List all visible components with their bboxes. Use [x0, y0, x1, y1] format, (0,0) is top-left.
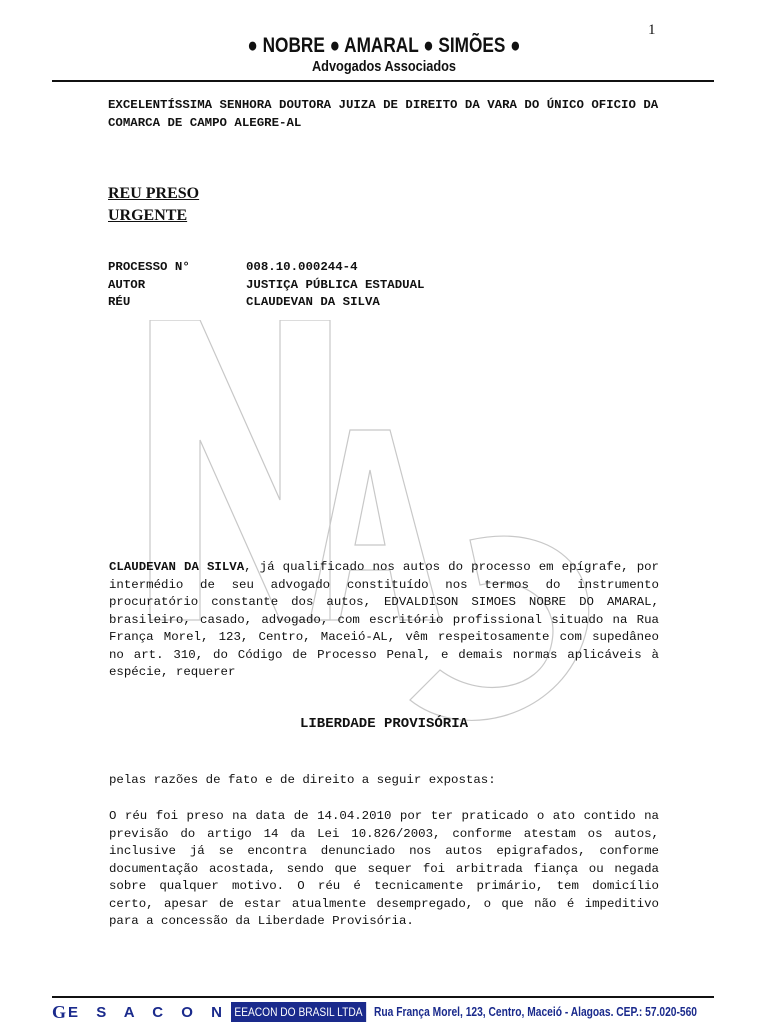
flag-urgente: URGENTE [108, 207, 188, 224]
case-info [108, 259, 424, 312]
case-row-reu [108, 294, 424, 312]
firm-name: ● NOBRE ● AMARAL ● SIMÕES ● [247, 34, 521, 57]
case-row-autor [108, 277, 424, 295]
case-value: CLAUDEVAN DA SILVA [246, 295, 380, 309]
paragraph-qualification [109, 559, 659, 682]
addressee: EXCELENTÍSSIMA SENHORA DOUTORA JUIZA DE DIREITO DA VARA DO ÚNICO OFICIO DA COMARCA DE CAMPO ALEGRE-AL [108, 98, 659, 130]
case-value: JUSTIÇA PÚBLICA ESTADUAL [246, 277, 425, 292]
footer-logo [52, 1000, 229, 1024]
firm-subtitle: Advogados Associados [311, 58, 457, 75]
footer-company-box: EEACON DO BRASIL LTDA [231, 1002, 366, 1022]
watermark-logo [140, 320, 610, 770]
footer-logo-mark: G [52, 1001, 67, 1022]
case-label: AUTOR [108, 277, 146, 292]
footer-logo-text: E S A C O N [68, 1003, 229, 1021]
paragraph-facts: O réu foi preso na data de 14.04.2010 por ter praticado o ato contido na previsão do artigo 14 da Lei 10.826/2003, conforme atestam os autos, inclusive já se encontra denunciado nos autos epigrafados, conforme documentação acostada, sendo que sequer foi arbitrada fiança ou negada sobre qualquer motivo. O réu é tecnicamente primário, tem domicílio certo, apesar de estar atualmente desempregado, o que não é impeditivo para a concessão da Liberdade Provisória. [109, 809, 659, 928]
case-label: RÉU [108, 295, 131, 309]
case-value: 008.10.000244-4 [246, 260, 358, 274]
footer-address: Rua França Morel, 123, Centro, Maceió - Alagoas. CEP.: 57.020-560 [373, 1005, 697, 1019]
defendant-name: CLAUDEVAN DA SILVA [109, 560, 245, 574]
case-flags [108, 183, 199, 227]
page-number: 1 [648, 22, 656, 38]
header-divider [52, 80, 714, 82]
case-label: PROCESSO N° [108, 260, 190, 274]
case-row-processo [108, 259, 424, 277]
flag-reu-preso: REU PRESO [108, 185, 200, 202]
footer-divider [52, 996, 714, 998]
footer [52, 1000, 768, 1024]
section-heading: LIBERDADE PROVISÓRIA [299, 716, 469, 732]
paragraph-intro: pelas razões de fato e de direito a seguir expostas: [109, 773, 496, 787]
paragraph-qualification-text: , já qualificado nos autos do processo em epígrafe, por intermédio de seu advogado constituído nos termos do instrumento procuratório constante dos autos, EDVALDISON SIMOES NOBRE DO AMARAL, brasileiro, casado, advogado, com escritório profissional situado na Rua França Morel, 123, Centro, Maceió-AL, vêm respeitosamente com supedâneo no art. 310, do Código de Processo Penal, e demais normas aplicáveis à espécie, requerer [109, 560, 659, 679]
